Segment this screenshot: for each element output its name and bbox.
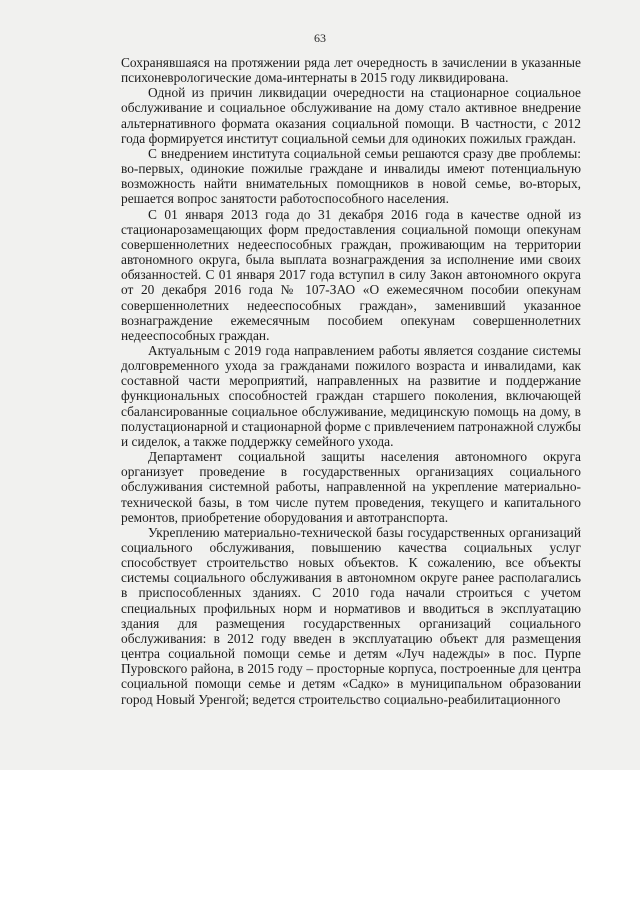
body-text: [121, 55, 581, 707]
paragraph-5: Актуальным с 2019 года направлением работы является создание системы долговременного ухода за гражданами пожилого возраста и инвалидами, как составной части мероприятий, направленных на развитие и поддержание функциональных способностей граждан старшего поколения, включающей сбалансированные социальное обслуживание, медицинскую помощь на дому, в полустационарной и стационарной форме с привлечением патронажной службы и сиделок, а также поддержку семейного ухода.: [121, 342, 581, 449]
paragraph-1: Сохранявшаяся на протяжении ряда лет очередность в зачислении в указанные психоневрологические дома-интернаты в 2015 году ликвидирована.: [121, 55, 581, 86]
paragraph-4: С 01 января 2013 года до 31 декабря 2016 года в качестве одной из стационарозамещающих форм предоставления социальной помощи опекунам совершеннолетних недееспособных граждан, проживающим на территории автономного округа, была выплата вознаграждения за исполнение ими своих обязанностей. С 01 января 2017 года вступил в силу Закон автономного округа от 20 декабря 2016 года № 107-ЗАО «О ежемесячном пособии опекунам совершеннолетних недееспособных граждан», заменивший указанное вознаграждение ежемесячным пособием опекунам совершеннолетних недееспособных граждан.: [121, 206, 581, 343]
paragraph-3: С внедрением института социальной семьи решаются сразу две проблемы: во-первых, одинокие пожилые граждане и инвалиды имеют потенциальную возможность найти внимательных помощников в новой семье, во-вторых, решается вопрос занятости работоспособного населения.: [121, 145, 581, 207]
page-number: 63: [314, 31, 326, 45]
paragraph-6: Департамент социальной защиты населения автономного округа организует проведение в государственных организациях социального обслуживания системной работы, направленной на укрепление материально-технической базы, в том числе путем проведения, текущего и капитального ремонтов, приобретение оборудования и автотранспорта.: [121, 449, 581, 525]
paragraph-2: Одной из причин ликвидации очередности на стационарное социальное обслуживание и социальное обслуживание на дому стало активное внедрение альтернативного формата оказания социальной помощи. В частности, с 2012 года формируется институт социальной семьи для одиноких пожилых граждан.: [121, 85, 581, 146]
paragraph-7: Укреплению материально-технической базы государственных организаций социального обслуживания, повышению качества социальных услуг способствует строительство новых объектов. К сожалению, все объекты системы социального обслуживания в автономном округе ранее располагались в приспособленных зданиях. С 2010 года начали строиться с учетом специальных профильных норм и нормативов и вводиться в эксплуатацию здания для размещения государственных организаций социального обслуживания: в 2012 году введен в эксплуатацию объект для размещения центра социальной помощи семье и детям «Луч надежды» в пос. Пурпе Пуровского района, в 2015 году – просторные корпуса, построенные для центра социальной помощи семье и детям «Садко» в муниципальном образовании город Новый Уренгой; ведется строительство социально-реабилитационного: [121, 524, 581, 707]
